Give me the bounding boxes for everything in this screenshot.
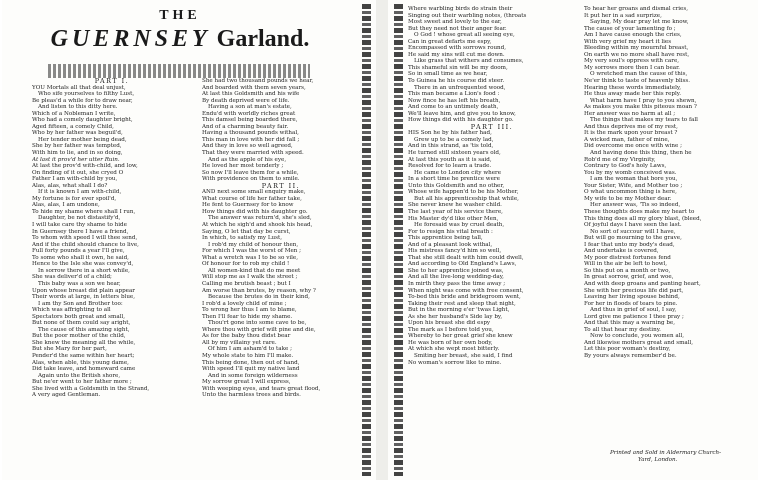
verse-line: This man in love with her did fall ; [202, 136, 300, 143]
verse-line: Unto the harmless trees and birds. [202, 392, 301, 399]
verse-line: Can in great defarts me espy, [408, 38, 492, 45]
verse-line: This baby was a son we hear, [38, 280, 121, 287]
verse-line: Where warbling birds do strain their [408, 6, 513, 12]
verse-line: Saying, My dear pray let me know, [590, 19, 689, 26]
verse-line: As she her husband's Side lay by, [408, 313, 503, 320]
verse-line: And boarded with them seven years, [202, 84, 306, 91]
verse-line: He fent to Guernsey for to know [202, 202, 294, 209]
verse-line: Will stop me as I walk the street ; [202, 274, 298, 281]
verse-line: So in small time as we hear, [408, 71, 488, 78]
verse-line: She knew the meaning all the while, [32, 339, 136, 346]
verse-line: This apprentice being tall, [408, 235, 483, 242]
verse-line: A very aged Gentleman. [32, 392, 101, 399]
verse-line: Your Sister, Wife, and Mother too ; [584, 182, 683, 189]
part-heading: PART I. [94, 78, 130, 85]
verse-line: To Guinea he his course did steer. [408, 78, 505, 85]
verse-line: What a wretch was I to be so vile, [202, 254, 299, 261]
verse-line: Calling me brutish beast ; but I [202, 280, 291, 287]
verse-line: It is the mark upon your breast ? [584, 130, 678, 137]
verse-line: The mark as I before told you, [408, 326, 494, 333]
verse-line: And as the apple of his eye, [208, 156, 287, 163]
verse-line: I fear that unto my body's dead, [584, 241, 675, 248]
verse-line: Because the brutes do in their kind, [208, 294, 310, 301]
right-page [388, 0, 758, 480]
verse-line: Resolved for to learn a trade. [408, 163, 492, 170]
verse-line: This thing does all my glory blast, (bleed, [584, 215, 702, 222]
verse-line: For to resign his vital breath : [408, 228, 493, 235]
verse-line: Which of a Nobleman I write, [32, 110, 116, 117]
verse-line: No sort of succour will I have, [590, 228, 676, 235]
verse-line: O what uncommon thing is here, [584, 189, 677, 196]
verse-line: And thus deprives me of my rest, [584, 123, 678, 130]
verse-line: Taking their rest and sleep that night, [408, 300, 516, 307]
verse-line: My very soul's oppress with care, [584, 58, 680, 65]
verse-line: That they were married with speed. [202, 150, 304, 157]
verse-line: Then I'll fear to hide my shame. [202, 313, 293, 320]
verse-line: In great sorrow, grief, and woe, [584, 274, 674, 281]
left-page [2, 0, 376, 480]
verse-line: This shameful sin will be my doom, [408, 64, 508, 71]
verse-line: Hence to the Isle she was convey'd, [32, 261, 134, 268]
verse-line: Her tender mother being dead, [38, 136, 127, 143]
verse-line: She by her father was tempted, [32, 143, 122, 150]
verse-line: All women-kind that do me meet [208, 267, 301, 274]
verse-line: O wretched man the cause of this, [590, 71, 688, 78]
verse-line: AND next some small enquiry make, [202, 189, 306, 196]
verse-line: The cause of your lamenting fo ; [584, 25, 676, 32]
verse-line: We'll leave him, and give you to know, [408, 110, 516, 117]
verse-line: And if the child should chance to live, [32, 241, 139, 248]
verse-line: At last this youth as it is said, [408, 156, 492, 163]
verse-line: And having done this thing, then he [590, 150, 692, 157]
verse-line: And in this strand, as 'tis told, [408, 143, 494, 150]
verse-line: And thus in grief of soul, I say, [590, 307, 677, 314]
verse-line: Most sweet and lovely to the ear, [408, 19, 502, 26]
verse-line: As makes you make this piteous moan ? [584, 104, 697, 111]
verse-line: Which was affrighting to all [32, 307, 111, 314]
title-guernsey: GUERNSEY [50, 26, 211, 52]
verse-line: Her answer was, 'Tis so indeed, [590, 202, 681, 209]
left-page-border-ornament [362, 4, 371, 476]
verse-line: There in an unfrequented wood, [414, 84, 506, 91]
verse-line: To some who shall it own, he said, [32, 254, 129, 261]
verse-line: For her in floods of tears to pine. [584, 300, 678, 307]
verse-line: Their words at large, in letters blue, [32, 294, 136, 301]
verse-line: With providence on them to smile. [202, 176, 300, 183]
verse-line: This being done, then out of hand, [202, 359, 300, 366]
verse-line: All by my villainy yet rare. [202, 339, 277, 346]
verse-line: Ne'er think to taste of heavenly bliss. [584, 78, 691, 85]
column-part-one [32, 78, 192, 474]
title-the: THE [159, 8, 201, 23]
verse-line: Rob'd me of my Virginity, [584, 156, 656, 163]
verse-line: On finding of it out, she cryed O [32, 169, 124, 176]
title-main [20, 26, 340, 53]
verse-line: To hide my shame where shall I run, [32, 208, 136, 215]
verse-line: Full forty pounds a year I'll give, [32, 248, 125, 255]
verse-line: She never knew he washer child. [408, 202, 502, 209]
verse-line: Bleeding within my mournful breast, [584, 45, 689, 52]
verse-line: You by my womb conceived was. [584, 169, 677, 176]
verse-line: I rob'd a lovely child of mine ; [202, 300, 287, 307]
verse-line: But ne'er went to her father more ; [32, 379, 132, 386]
verse-line: But in the morning e'er 'twas Light, [408, 307, 510, 314]
verse-line: He was born of her own body, [408, 339, 493, 346]
verse-line: What course of life her father take, [202, 195, 302, 202]
verse-line: To all that hear my destiny. [584, 326, 661, 333]
verse-line: No woman's sorrow like to mine. [408, 359, 502, 366]
verse-line: I am the woman that bore you, [590, 176, 678, 183]
verse-line: Alas, alas, what shall I do? [32, 182, 108, 189]
verse-line: Singing out their warbling notes, (throats [408, 12, 527, 19]
verse-line: He said my sins will cut me down. [408, 51, 505, 58]
verse-line: Am worse than brutes, by reason, why ? [202, 287, 316, 294]
verse-line: What harm have I pray to you shewn, [590, 97, 697, 104]
verse-line: But none of them could say aright, [32, 320, 131, 327]
verse-line: Alas, when able, this young dame, [32, 359, 129, 366]
verse-line: Who by her father was beguil'd, [32, 130, 123, 137]
verse-line: At which she wept most bitterly. [408, 346, 500, 353]
verse-line: Encompassed with sorrows round, [408, 45, 507, 52]
verse-line: Now to conclude, you women all, [590, 333, 685, 340]
verse-line: That she still dealt with him could dwell, [408, 254, 524, 261]
verse-line: This damsel being boarded there, [202, 117, 298, 124]
verse-line: Father I am with-child by you, [32, 176, 118, 183]
verse-line: Smiting her breast, she said, I find [414, 352, 513, 359]
verse-line: At which he sigh'd and shook his head, [202, 222, 313, 229]
column-conclusion [584, 6, 754, 450]
verse-line: Who had a comely daughter bright, [32, 117, 133, 124]
verse-line: And listen to this ditty here. [38, 104, 118, 111]
verse-line: I will take care thy shame to hide [32, 222, 127, 229]
verse-line: Unto this Goldsmith and no other, [408, 182, 505, 189]
title-ornament-rule [48, 64, 310, 78]
imprint [610, 450, 760, 463]
verse-line: Did overcome me once with wine ; [584, 143, 682, 150]
verse-line: She lived with a Goldsmith in the Strand, [32, 385, 150, 392]
verse-line: The cause of this amazing sight, [38, 326, 130, 333]
verse-line: Having a son at man's estate, [208, 104, 292, 111]
verse-line: My sorrow great I will express, [202, 379, 291, 386]
verse-line: Endu'd with worldly riches great [202, 110, 296, 117]
verse-line: Having a thousand pounds withal, [202, 130, 299, 137]
verse-line: Pender'd the same within her heart; [32, 352, 135, 359]
verse-line: Grew up to be a comely lad, [414, 136, 494, 143]
verse-line: She was deliver'd of a child; [32, 274, 112, 281]
verse-line: Be pleas'd a while for to draw near, [32, 97, 133, 104]
verse-line: With very grief my heart it lies [584, 38, 672, 45]
verse-line: Whose wife happen'd to be his Mother, [408, 189, 519, 196]
verse-line: As for the baby thou didst bear [202, 333, 291, 340]
verse-line: It put her in a sad surprize, [584, 12, 662, 19]
verse-line: Alas, alas, I am undone, [32, 202, 100, 209]
verse-line: So this put on a month or two, [584, 267, 671, 274]
verse-line: At last this Goldsmith and his wife [202, 91, 300, 98]
verse-line: My whole state to him I'll make. [202, 352, 294, 359]
verse-line: Upon his breast she did espy [408, 320, 491, 327]
verse-line: In a short time he prentice were [408, 176, 500, 183]
verse-line: And with deep groans and panting heart, [584, 280, 701, 287]
verse-line: My sorrows more then I can bear. [584, 64, 680, 71]
verse-line: To wrong her thus I am to blame, [202, 307, 297, 314]
verse-line: I am thy Son and Brother too: [38, 300, 123, 307]
verse-line: Like grass that withers and consumes, [414, 58, 524, 65]
verse-line: Aged fifteen, a comely Child, [32, 123, 114, 130]
verse-line: My poor distrest fortunes fend [584, 254, 671, 261]
verse-line: In which, to satisfy my Lust, [202, 235, 283, 242]
verse-line: Daughter, be not distastify'd, [38, 215, 121, 222]
verse-line: He loved her most tenderly ; [202, 163, 284, 170]
verse-line: The things that makes my tears to fall [590, 117, 698, 124]
verse-line: This man became a Lion's food : [408, 91, 500, 98]
verse-line: Of joyful days I have seen the last. [584, 222, 682, 229]
verse-line: Of him I am asham'd to take ; [208, 346, 292, 353]
verse-line: In mirth they pass the time away ; [408, 280, 506, 287]
verse-line: If it is known I am with-child, [38, 189, 122, 196]
verse-line: She to her apprentice joined was, [408, 267, 504, 274]
page-gutter [376, 0, 388, 480]
verse-line: HIS Son he by his father had, [408, 130, 492, 137]
verse-line: By yours always remember'd be. [584, 352, 677, 359]
verse-line: Let this poor woman's destiny, [584, 346, 671, 353]
verse-line: Thou'rt gone into some cave to be, [208, 320, 307, 327]
verse-line: For which I was the worst of Men ; [202, 248, 302, 255]
verse-line: YOU Mortals all that deal unjust, [32, 84, 126, 91]
verse-line: Where thou with grief wilt pine and die, [202, 326, 316, 333]
verse-line: Her answer was no harm at all ; [584, 110, 676, 117]
part-heading: PART II. [261, 181, 301, 190]
verse-line: Am I have cause enough the cries, [584, 32, 682, 39]
verse-line: Upon whose breast did plain appear [32, 287, 135, 294]
verse-line: Saying, O let that day be curst, [202, 228, 291, 235]
verse-line: His Master dy'd like other Men, [408, 215, 499, 222]
verse-line: At last the prov'd with-child, and low, [32, 163, 138, 170]
verse-line: But will go mourning to the grave, [584, 235, 682, 242]
column-part-two [202, 78, 360, 474]
verse-line: But she Mary for her part, [32, 346, 107, 353]
verse-line: I rob'd my child of honour then, [208, 241, 299, 248]
verse-line: In Guernsey there I have a friend, [32, 228, 129, 235]
verse-line: And in some foreign wilderness [208, 372, 298, 379]
verse-line: Lord give me patience I thee pray ; [584, 313, 684, 320]
verse-line: So now I'll leave them for a while, [202, 169, 299, 176]
verse-line: At last it prov'd her utter Ruin. [32, 156, 120, 163]
verse-line: With weeping eyes, and tears great flood, [202, 385, 321, 392]
verse-line: And all the live-long wedding-day, [408, 274, 504, 281]
verse-line: My wife to be my Mother dear. [584, 195, 672, 202]
verse-line: Contrary to God's holy Laws, [584, 163, 667, 170]
verse-line: Will in the air be left to howl, [584, 261, 668, 268]
verse-line: He turned still sixteen years old, [408, 150, 501, 157]
verse-line: With him to lie, and in so doing, [32, 150, 123, 157]
verse-line: And likewise mothers great and small, [584, 339, 694, 346]
verse-line: Again unto the British shore, [38, 372, 121, 379]
verse-line: She with her precious life did part, [584, 287, 684, 294]
verse-line: But they need not their anger fear. [408, 25, 507, 32]
verse-line: He came to London city where [414, 169, 502, 176]
verse-line: In sorrow there in a short while, [38, 267, 130, 274]
column-part-three [408, 6, 576, 476]
verse-line: These thoughts does make my heart to [584, 208, 695, 215]
verse-line: By death deprived were of life. [202, 97, 290, 104]
verse-line: The last year of his service there, [408, 208, 503, 215]
verse-line: Who sife yourselves to filthy Lust, [38, 91, 135, 98]
verse-line: And according to Old England's Laws, [408, 261, 517, 268]
part-heading: PART III. [470, 122, 514, 131]
verse-line: A wicked man, father of mine, [584, 136, 670, 143]
verse-line: Of honour for to rob my child ! [202, 261, 290, 268]
verse-line: The answer was return'd, she's sled, [208, 215, 312, 222]
verse-line: And of a pleasant look withal, [408, 241, 493, 248]
verse-line: He thus away made her this reply. [584, 91, 681, 98]
verse-line: And come to an untimely death, [408, 104, 499, 111]
verse-line: And that this may a warning be, [584, 320, 676, 327]
verse-line: But all his apprenticeship that while, [414, 195, 519, 202]
verse-line: With speed I'll quit my native land [202, 366, 300, 373]
verse-line: And they in love so well agreed, [202, 143, 293, 150]
verse-line: Leaving her living spouse behind, [584, 294, 680, 301]
verse-line: When night was come with free consent, [408, 287, 524, 294]
verse-line: Whereby to her great grief she knew [408, 333, 513, 340]
verse-line: To whom with speed I will thee send, [32, 235, 138, 242]
verse-line: O God ! whose great all seeing eye, [414, 32, 515, 39]
verse-line: To hear her groans and dismal cries, [584, 6, 689, 12]
title-garland: Garland. [216, 26, 310, 52]
verse-line: How things did with his daughter go. [202, 208, 308, 215]
verse-line: To-bed this bride and bridegroom went, [408, 294, 521, 301]
verse-line: His mistress fancy'd him so well, [408, 248, 502, 255]
imprint-line-2: Yard, London. [638, 456, 678, 463]
verse-line: On earth we no more shall have rest, [584, 51, 690, 58]
verse-line: And undertake is covered, [584, 248, 659, 255]
verse-line: And of a charming beauty fair. [202, 123, 289, 130]
verse-line: Now fince he has left his breath, [408, 97, 501, 104]
verse-line: But the poor mother of the child, [32, 333, 126, 340]
verse-line: My fortune is for ever spoil'd, [32, 195, 117, 202]
right-page-border-ornament [394, 4, 403, 476]
verse-line: Spectators both great and small, [32, 313, 126, 320]
imprint-line-1: Printed and Sold in Aldermary Church- [610, 450, 721, 456]
verse-line: Hearing these words immediately, [584, 84, 682, 91]
verse-line: He foresaid was by cruel death, [414, 222, 505, 229]
verse-line: Did take leave, and homeward came [32, 366, 136, 373]
verse-line: How things did with his daughter go. [408, 117, 514, 124]
verse-line: She had two thousand pounds we hear, [202, 78, 314, 84]
